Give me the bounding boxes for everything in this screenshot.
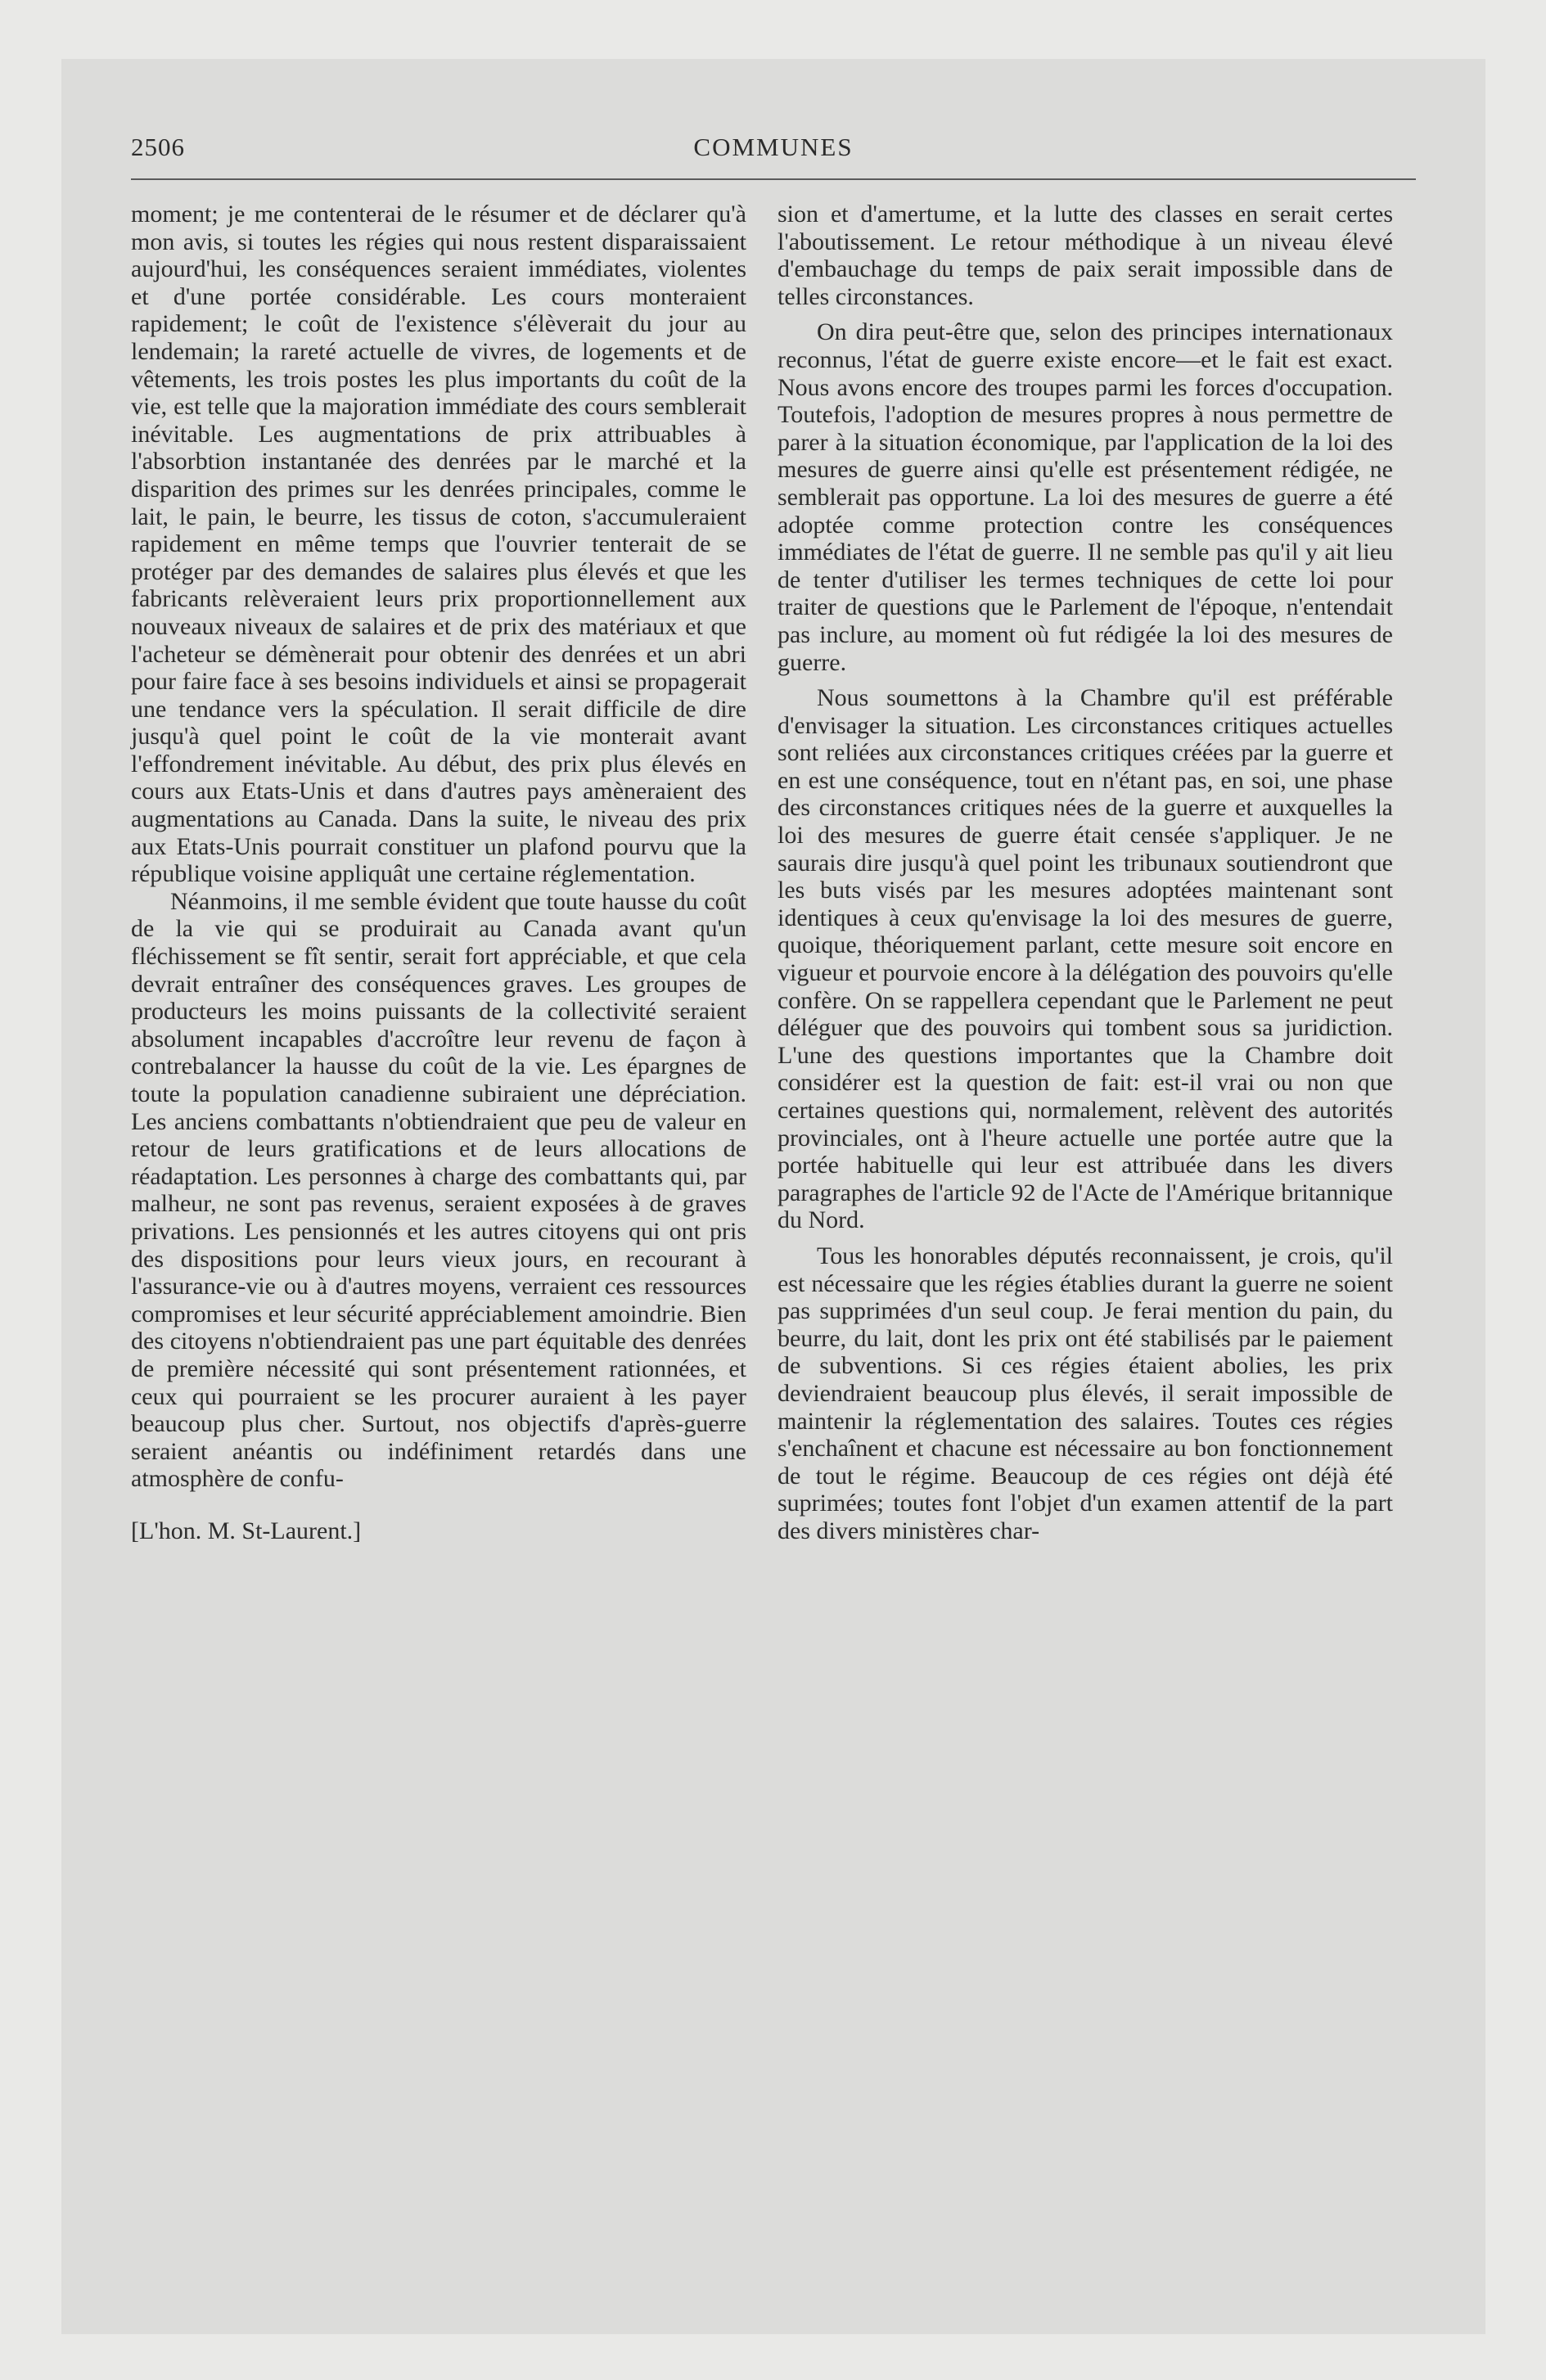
left-column (131, 201, 746, 1545)
right-paragraph-2: On dira peut-être que, selon des principes internationaux reconnus, l'état de guerre existe encore—et le fait est exact. Nous avons encore des troupes parmi les forces d'occupation. Toutefois, l'adoption de mesures propres à nous permettre de parer à la situation économique, par l'application de la loi des mesures de guerre ainsi qu'elle est présentement rédigée, ne semblerait pas opportune. La loi des mesures de guerre a été adoptée comme protection contre les conséquences immédiates de l'état de guerre. Il ne semble pas qu'il y ait lieu de tenter d'utiliser les termes techniques de cette loi pour traiter de questions que le Parlement de l'époque, n'entendait pas inclure, au moment où fut rédigée la loi des mesures de guerre. (778, 318, 1393, 676)
right-column (778, 201, 1393, 1545)
speaker-attribution: [L'hon. M. St-Laurent.] (131, 1517, 362, 1544)
header-rule (131, 178, 1416, 180)
right-paragraph-3: Nous soumettons à la Chambre qu'il est préférable d'envisager la situation. Les circonstances critiques actuelles sont reliées aux circonstances critiques créées par la guerre et en est une conséquence, tout en n'étant pas, en soi, une phase des circonstances critiques nées de la guerre et auxquelles la loi des mesures de guerre était censée s'appliquer. Je ne saurais dire jusqu'à quel point les tribunaux soutiendront que les buts visés par les mesures adoptées maintenant sont identiques à ceux qu'envisage la loi des mesures de guerre, quoique, théoriquement parlant, cette mesure soit encore en vigueur et pourvoie encore à la délégation des pouvoirs qu'elle confère. On se rappellera cependant que le Parlement ne peut déléguer que des pouvoirs qui tombent sous sa juridiction. L'une des questions importantes que la Chambre doit considérer est la question de fait: est-il vrai ou non que certaines questions qui, normalement, relèvent des autorités provinciales, ont à l'heure actuelle une portée autre que la portée habituelle qui leur est attribuée dans les divers paragraphes de l'article 92 de l'Acte de l'Amérique britannique du Nord. (778, 684, 1393, 1234)
right-paragraph-4: Tous les honorables députés reconnaissent, je crois, qu'il est nécessaire que les régies établies durant la guerre ne soient pas supprimées d'un seul coup. Je ferai mention du pain, du beurre, du lait, dont les prix ont été stabilisés par le paiement de subventions. Si ces régies étaient abolies, les prix deviendraient beaucoup plus élevés, il serait impossible de maintenir la réglementation des salaires. Toutes ces régies s'enchaînent et chacune est nécessaire au bon fonctionnement de tout le régime. Beaucoup de ces régies ont déjà été suprimées; toutes font l'objet d'un examen attentif de la part des divers ministères char- (778, 1242, 1393, 1544)
page-header (131, 133, 1416, 178)
left-paragraph-1: moment; je me contenterai de le résumer et de déclarer qu'à mon avis, si toutes les régies qui nous restent disparaissaient aujourd'hui, les conséquences seraient immédiates, violentes et d'une portée considérable. Les cours monteraient rapidement; le coût de l'existence s'élèverait du jour au lendemain; la rareté actuelle de vivres, de logements et de vêtements, les trois postes les plus importants du coût de la vie, est telle que la majoration immédiate des cours semblerait inévitable. Les augmentations de prix attribuables à l'absorbtion instantanée des denrées par le marché et la disparition des primes sur les denrées principales, comme le lait, le pain, le beurre, les tissus de coton, s'accumuleraient rapidement en même temps que l'ouvrier tenterait de se protéger par des demandes de salaires plus élevés et que les fabricants relèveraient leurs prix proportionnellement aux nouveaux niveaux de salaires et de prix des matériaux et que l'acheteur se démènerait pour obtenir des denrées et un abri pour faire face à ses besoins individuels et ainsi se propagerait une tendance vers la spéculation. Il serait difficile de dire jusqu'à quel point le coût de la vie monterait avant l'effondrement inévitable. Au début, des prix plus élevés en cours aux Etats-Unis et dans d'autres pays amèneraient des augmentations au Canada. Dans la suite, le niveau des prix aux Etats-Unis pourrait constituer un plafond pourvu que la république voisine appliquât une certaine réglementation. (131, 201, 746, 888)
right-paragraph-1: sion et d'amertume, et la lutte des classes en serait certes l'aboutissement. Le retour méthodique à un niveau élevé d'embauchage du temps de paix serait impossible dans de telles circonstances. (778, 201, 1393, 310)
left-paragraph-2: Néanmoins, il me semble évident que toute hausse du coût de la vie qui se produirait au Canada avant qu'un fléchissement se fît sentir, serait fort appréciable, et que cela devrait entraîner des conséquences graves. Les groupes de producteurs les moins puissants de la collectivité seraient absolument incapables d'accroître leur revenu de façon à contrebalancer la hausse du coût de la vie. Les épargnes de toute la population canadienne subiraient une dépréciation. Les anciens combattants n'obtiendraient que peu de valeur en retour de leurs gratifications et de leurs allocations de réadaptation. Les personnes à charge des combattants qui, par malheur, ne sont pas revenus, seraient exposées à de graves privations. Les pensionnés et les autres citoyens qui ont pris des dispositions pour leurs vieux jours, en recourant à l'assurance-vie ou à d'autres moyens, verraient ces ressources compromises et leur sécurité appréciablement amoindrie. Bien des citoyens n'obtiendraient pas une part équitable des denrées de première nécessité qui sont présentement rationnées, et ceux qui pourraient se les procurer auraient à les payer beaucoup plus cher. Surtout, nos objectifs d'après-guerre seraient anéantis ou indéfiniment retardés dans une atmosphère de confu- (131, 887, 746, 1493)
page-number: 2506 (131, 133, 185, 161)
running-head: COMMUNES (693, 133, 854, 161)
